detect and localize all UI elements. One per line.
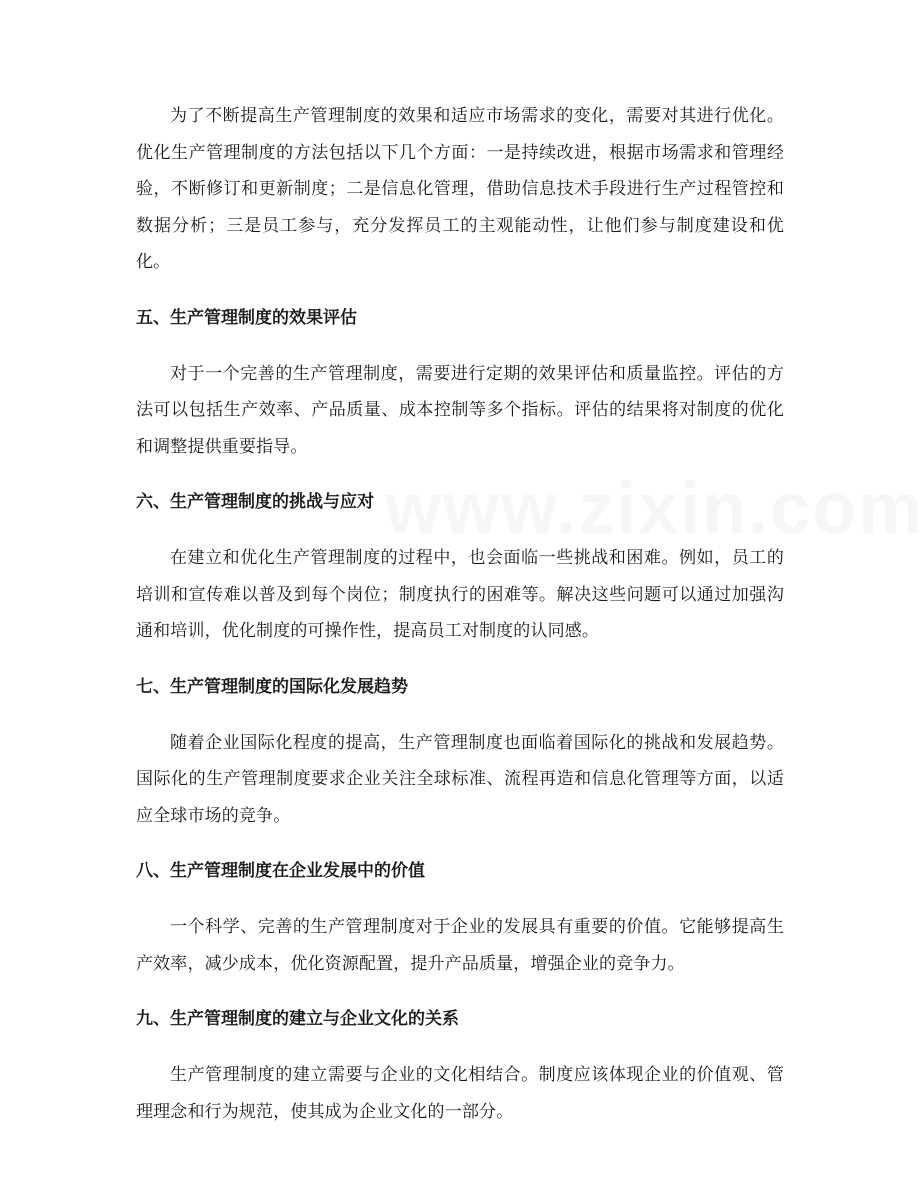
section-heading-9: 九、生产管理制度的建立与企业文化的关系 xyxy=(136,1009,459,1029)
section-heading-5: 五、生产管理制度的效果评估 xyxy=(136,307,357,328)
spacer xyxy=(136,834,784,853)
section-body-6: 在建立和优化生产管理制度的过程中，也会面临一些挑战和困难。例如，员工的培训和宣传难以普及到每个岗位；制度执行的困难等。解决这些问题可以通过加强沟通和培训，优化制度的可操作性，提高员工对制度的认同感。 xyxy=(136,548,784,641)
section-body-7: 随着企业国际化程度的提高，生产管理制度也面临着国际化的挑战和发展趋势。国际化的生产管理制度要求企业关注全球标准、流程再造和信息化管理等方面，以适应全球市场的竞争。 xyxy=(136,732,784,826)
section-body-9: 生产管理制度的建立需要与企业的文化相结合。制度应该体现企业的价值观、管理理念和行为规范，使其成为企业文化的一部分。 xyxy=(136,1065,784,1122)
spacer xyxy=(136,889,784,909)
intro-paragraph: 为了不断提高生产管理制度的效果和适应市场需求的变化，需要对其进行优化。优化生产管理制度的方法包括以下几个方面：一是持续改进，根据市场需求和管理经验，不断修订和更新制度；二是信息化管理，借助信息技术手段进行生产过程管控和数据分析；三是员工参与，充分发挥员工的主观能动性，让他们参与制度建设和优化。 xyxy=(136,106,784,272)
section-body-8: 一个科学、完善的生产管理制度对于企业的发展具有重要的价值。它能够提高生产效率，减少成本，优化资源配置，提升产品质量，增强企业的竞争力。 xyxy=(136,917,784,974)
spacer xyxy=(136,465,784,484)
spacer xyxy=(136,705,784,725)
spacer xyxy=(136,281,784,300)
spacer xyxy=(136,982,784,1001)
section-heading-7: 七、生产管理制度的国际化发展趋势 xyxy=(136,676,408,697)
spacer xyxy=(136,336,784,356)
spacer xyxy=(136,1037,784,1057)
section-heading-6: 六、生产管理制度的挑战与应对 xyxy=(136,492,374,512)
spacer xyxy=(136,520,784,540)
section-heading-8: 八、生产管理制度在企业发展中的价值 xyxy=(136,861,425,881)
document-page xyxy=(136,98,784,1130)
section-body-5: 对于一个完善的生产管理制度，需要进行定期的效果评估和质量监控。评估的方法可以包括生产效率、产品质量、成本控制等多个指标。评估的结果将对制度的优化和调整提供重要指导。 xyxy=(136,363,784,457)
spacer xyxy=(136,650,784,669)
